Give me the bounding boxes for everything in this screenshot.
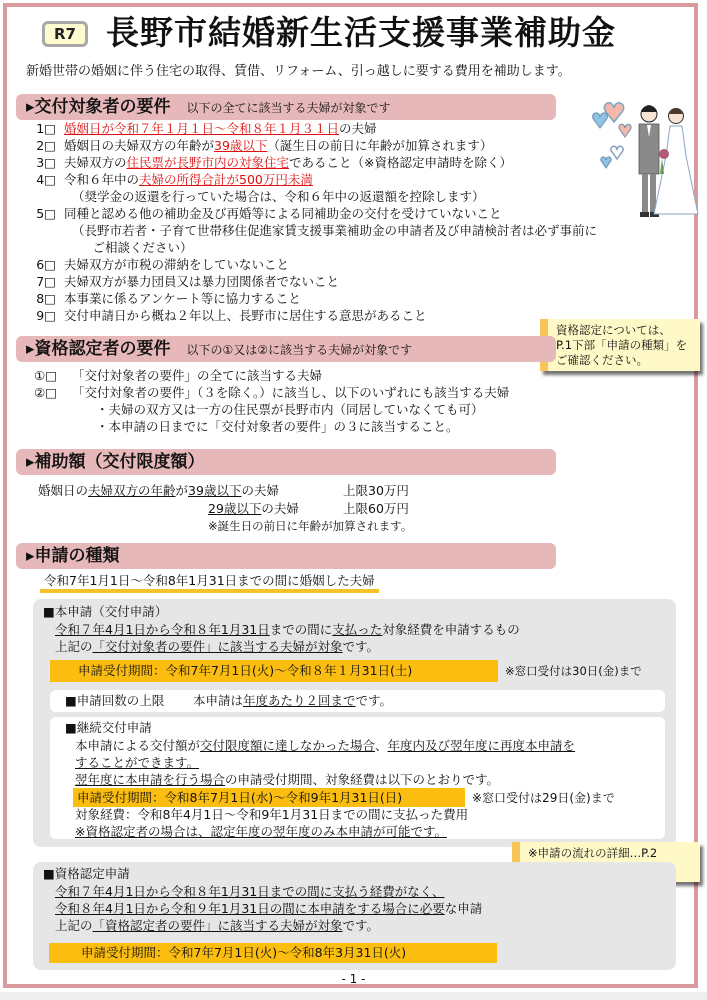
qualification-item: ②□ 「交付対象者の要件」（３を除く。）に該当し、以下のいずれにも該当する夫婦 xyxy=(34,385,510,400)
qualification-item: ①□ 「交付対象者の要件」の全てに該当する夫婦 xyxy=(34,368,323,383)
requirement-item xyxy=(18,138,492,154)
requirement-item xyxy=(80,240,193,256)
requirement-checkbox-number: 9□ xyxy=(36,308,56,323)
section-title: ▸資格認定者の要件 xyxy=(26,339,171,359)
requirement-text: 交付申請日から概ね２年以上、長野市に居住する意思があること xyxy=(64,308,427,323)
qualification-subitem: ・本申請の日までに「交付対象者の要件」の３に該当すること。 xyxy=(96,419,459,434)
section-header-subsidy-amount xyxy=(16,449,556,475)
highlighted-condition: 夫婦の所得合計が500万円未満 xyxy=(139,172,313,187)
requirement-item xyxy=(18,257,289,273)
continuation-expense: 対象経費：令和8年4月1日～令和9年1月31日までの間に支払った費用 xyxy=(75,807,469,822)
continuation-line2: することができます。 xyxy=(75,755,200,770)
requirement-checkbox-number: 1□ xyxy=(36,121,56,136)
bottom-strip xyxy=(0,992,707,1000)
note-line: ※申請の流れの詳細…P.2 xyxy=(528,846,658,860)
requirement-item xyxy=(18,155,512,171)
note-line: 資格認定については、 xyxy=(556,323,671,337)
page-title: 長野市結婚新生活支援事業補助金 xyxy=(106,13,616,52)
requirement-checkbox-number: 6□ xyxy=(36,257,56,272)
continuation-title: ■継続交付申請 xyxy=(65,720,152,735)
bride-icon xyxy=(654,108,698,214)
qualification-line3: 上記の「資格認定者の要件」に該当する夫婦が対象です。 xyxy=(55,918,380,933)
requirement-checkbox-number: 3□ xyxy=(36,155,56,170)
requirement-checkbox-number: 2□ xyxy=(36,138,56,153)
qualification-subitem: ・夫婦の双方又は一方の住民票が長野市内（同居していなくても可） xyxy=(96,402,484,417)
qualification-period: 申請受付期間：令和7年7月1日(火)～令和8年3月31日(火) xyxy=(49,943,497,963)
highlighted-condition: 住民票が長野市内の対象住宅 xyxy=(126,155,290,170)
requirement-text: （奨学金の返還を行っていた場合は、令和６年中の返還額を控除します） xyxy=(72,189,485,204)
requirement-item xyxy=(18,291,301,307)
section-subtitle: 以下の全てに該当する夫婦が対象です xyxy=(186,101,391,115)
requirement-text: 本事業に係るアンケート等に協力すること xyxy=(64,291,301,306)
section-header-qualified-persons xyxy=(16,336,556,362)
wedding-couple-illustration xyxy=(592,92,702,232)
marriage-period-line: 令和7年1月1日～令和8年1月31日までの間に婚姻した夫婦 xyxy=(40,573,379,593)
sticky-note-qualification xyxy=(540,319,700,371)
requirement-checkbox-number: 8□ xyxy=(36,291,56,306)
highlighted-condition: 39歳以下 xyxy=(214,138,268,153)
requirement-item xyxy=(18,206,502,222)
requirement-text: ご相談ください） xyxy=(80,240,193,255)
requirement-text: （誕生日の前日に年齢が加算されます） xyxy=(267,138,493,153)
requirement-text: の夫婦 xyxy=(339,121,377,136)
requirement-item xyxy=(18,274,339,290)
requirement-text: 夫婦双方の xyxy=(64,155,127,170)
requirement-text: 夫婦双方が市税の滞納をしていないこと xyxy=(64,257,290,272)
requirement-text: 令和６年中の xyxy=(64,172,140,187)
year-badge: R7 xyxy=(42,21,88,47)
requirement-checkbox-number: 5□ xyxy=(36,206,56,221)
hearts-icon xyxy=(593,103,632,168)
requirement-text: 同種と認める他の補助金及び再婚等による同補助金の交付を受けていないこと xyxy=(64,206,502,221)
continuation-period: 申請受付期間：令和8年7月1日(水)～令和9年1月31日(日) xyxy=(73,788,465,807)
continuation-note: ※資格認定者の場合は、認定年度の翌年度のみ本申請が可能です。 xyxy=(75,824,447,839)
note-line: P.1下部「申請の種類」を xyxy=(556,338,688,352)
application-limit-label: ■申請回数の上限 xyxy=(65,693,165,708)
qualification-title: ■資格認定申請 xyxy=(43,866,130,881)
subsidy-limit-30: 上限30万円 xyxy=(343,483,409,498)
section-header-eligible-recipients xyxy=(16,94,556,120)
requirement-item xyxy=(72,223,597,239)
requirement-item xyxy=(18,121,377,137)
section-title: ▸申請の種類 xyxy=(26,546,120,566)
section-subtitle: 以下の①又は②に該当する夫婦が対象です xyxy=(186,343,413,357)
requirement-text: であること（※資格認定申請時を除く） xyxy=(289,155,513,170)
main-application-line1: 令和７年4月1日から令和８年1月31日までの間に支払った対象経費を申請するもの xyxy=(55,622,520,637)
qualification-line1: 令和７年4月1日から令和８年1月31日までの間に支払う経費がなく、 xyxy=(55,884,445,899)
groom-icon xyxy=(639,105,659,217)
subsidy-row-39: 婚姻日の夫婦双方の年齢が39歳以下の夫婦 xyxy=(38,483,279,498)
section-title: ▸交付対象者の要件 xyxy=(26,97,171,117)
main-window-note: ※窓口受付は30日(金)まで xyxy=(505,664,642,678)
section-title: ▸補助額（交付限度額） xyxy=(26,452,205,472)
requirement-item xyxy=(18,308,427,324)
requirement-text: 婚姻日の夫婦双方の年齢が xyxy=(64,138,215,153)
page-number: - 1 - xyxy=(341,972,366,986)
subsidy-limit-60: 上限60万円 xyxy=(343,501,409,516)
section-header-application-types xyxy=(16,543,556,569)
requirement-text: 夫婦双方が暴力団員又は暴力団関係者でないこと xyxy=(64,274,340,289)
requirement-checkbox-number: 4□ xyxy=(36,172,56,187)
continuation-window-note: ※窓口受付は29日(金)まで xyxy=(472,791,615,805)
subsidy-row-29: 29歳以下の夫婦 xyxy=(208,501,299,516)
requirement-text: （長野市若者・子育て世帯移住促進家賃支援事業補助金の申請者及び申請検討者は必ず事前に xyxy=(72,223,598,238)
continuation-line1: 本申請による交付額が交付限度額に達しなかった場合、年度内及び翌年度に再度本申請を xyxy=(75,738,576,753)
note-line: ご確認ください。 xyxy=(556,353,648,367)
highlighted-condition: 婚姻日が令和７年１月１日～令和８年１月３１日 xyxy=(64,121,340,136)
requirement-checkbox-number: 7□ xyxy=(36,274,56,289)
requirement-item xyxy=(72,189,485,205)
continuation-line3: 翌年度に本申請を行う場合の申請受付期間、対象経費は以下のとおりです。 xyxy=(75,772,500,787)
main-application-line2: 上記の「交付対象者の要件」に該当する夫婦が対象です。 xyxy=(55,639,380,654)
age-note: ※誕生日の前日に年齢が加算されます。 xyxy=(208,519,413,533)
main-application-period: 申請受付期間：令和7年7月1日(火)～令和８年１月31日(土) xyxy=(50,660,498,682)
page-subtitle: 新婚世帯の婚姻に伴う住宅の取得、賃借、リフォーム、引っ越しに要する費用を補助します。 xyxy=(26,64,571,79)
qualification-line2: 令和８年4月1日から令和９年1月31日の間に本申請をする場合に必要な申請 xyxy=(55,901,483,916)
application-limit-text: 本申請は年度あたり２回までです。 xyxy=(193,693,393,708)
requirement-item xyxy=(18,172,313,188)
main-application-title: ■本申請（交付申請） xyxy=(43,604,168,619)
